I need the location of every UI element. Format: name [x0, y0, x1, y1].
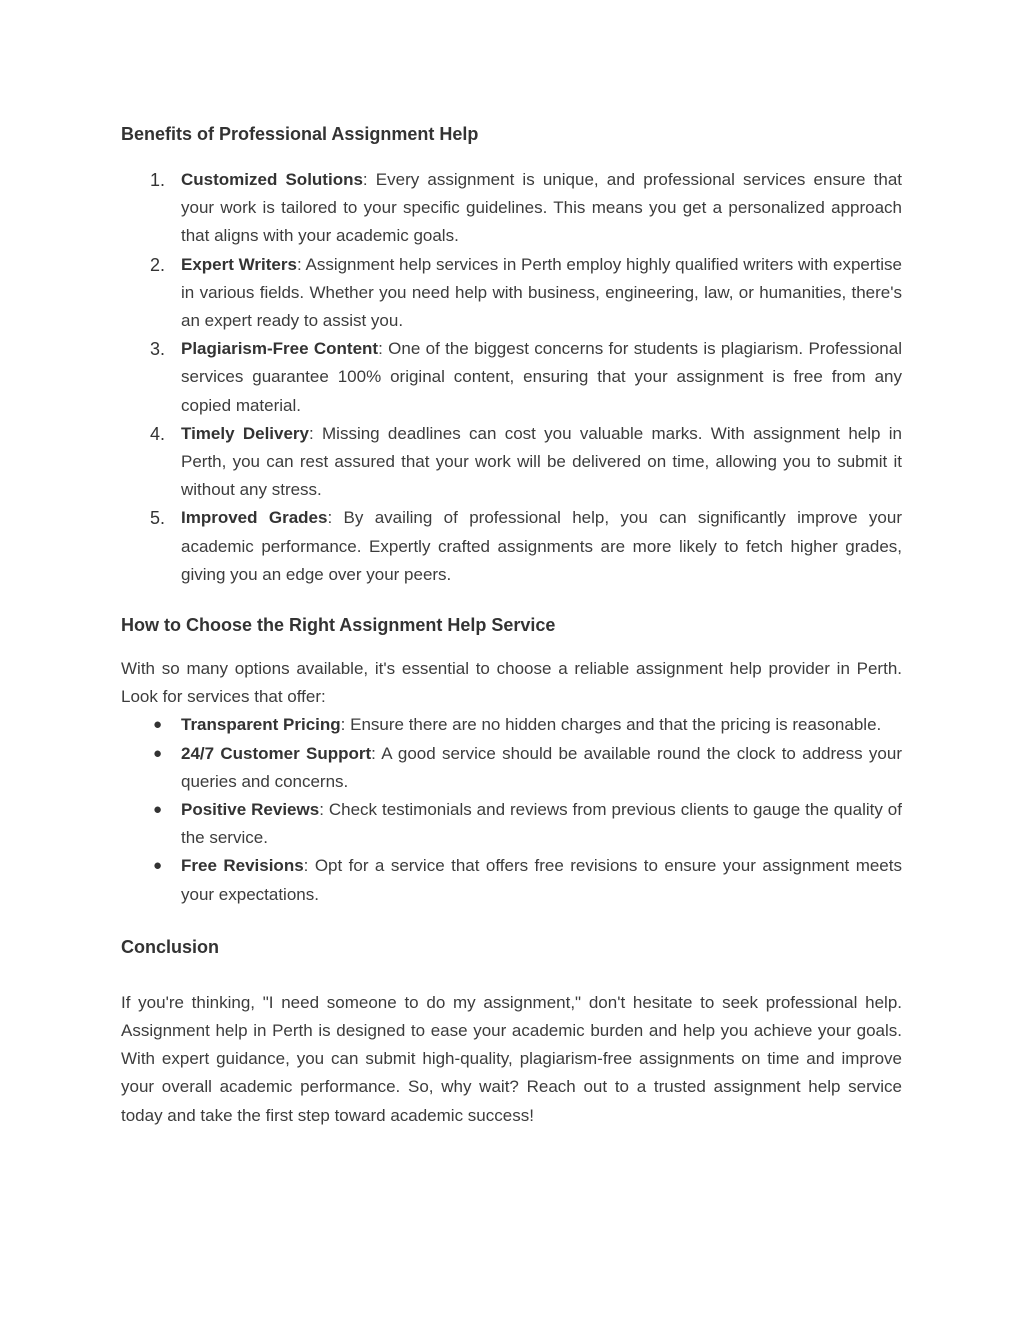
benefit-term: Customized Solutions	[181, 170, 363, 189]
list-item	[121, 711, 902, 739]
list-item	[121, 335, 902, 420]
list-item	[121, 852, 902, 908]
benefits-list	[121, 166, 902, 589]
list-item	[121, 420, 902, 505]
criteria-text: : Ensure there are no hidden charges and that the pricing is reasonable.	[340, 715, 882, 735]
benefit-text: : Missing deadlines can cost you valuable marks. With assignment help in Perth, you can rest assured that your work will be delivered on time, allowing you to submit it without any stress.	[181, 423, 902, 500]
list-item	[121, 251, 902, 336]
list-number: 2.	[150, 254, 166, 275]
benefit-term: Plagiarism-Free Content	[181, 339, 379, 359]
benefit-term: Expert Writers	[181, 254, 297, 274]
conclusion-heading: Conclusion	[121, 936, 219, 957]
criteria-term: Transparent Pricing	[181, 715, 341, 735]
list-number: 1.	[150, 170, 166, 190]
list-item	[121, 740, 902, 796]
criteria-term: Positive Reviews	[181, 800, 320, 820]
list-item	[121, 504, 902, 589]
list-number: 4.	[150, 423, 166, 444]
criteria-text: : A good service should be available round the clock to address your queries and concerns.	[181, 743, 902, 791]
bullet-icon: ●	[153, 801, 163, 819]
criteria-text: : Opt for a service that offers free revisions to ensure your assignment meets your expectations.	[181, 856, 902, 904]
benefit-text: : Every assignment is unique, and professional services ensure that your work is tailored to your specific guidelines. This means you get a personalized approach that aligns with your academic goals.	[181, 170, 903, 246]
criteria-term: Free Revisions	[181, 856, 304, 876]
list-number: 3.	[150, 339, 166, 360]
bullet-icon: ●	[153, 716, 163, 734]
bullet-icon: ●	[153, 857, 163, 875]
bullet-icon: ●	[153, 744, 163, 762]
list-item	[121, 166, 902, 251]
conclusion-text: If you're thinking, "I need someone to do my assignment," don't hesitate to seek professional help. Assignment help in Perth is designed to ease your academic burden and help you achieve your goals. With expert guidance, you can submit high-quality, plagiarism-free assignments on time and improve your overall academic performance. So, why wait? Reach out to a trusted assignment help service today and take the first step toward academic success!	[121, 992, 902, 1125]
benefit-text: : By availing of professional help, you can significantly improve your academic performance. Expertly crafted assignments are more likely to fetch higher grades, giving you an edge over your peers.	[181, 508, 903, 584]
list-item	[121, 796, 902, 852]
list-number: 5.	[150, 508, 166, 529]
choose-intro: With so many options available, it's essential to choose a reliable assignment help provider in Perth. Look for services that offer:	[121, 659, 902, 707]
benefit-term: Timely Delivery	[181, 423, 309, 443]
criteria-term: 24/7 Customer Support	[181, 743, 372, 763]
benefits-heading: Benefits of Professional Assignment Help	[121, 124, 479, 144]
choose-heading: How to Choose the Right Assignment Help Service	[121, 615, 556, 636]
benefit-term: Improved Grades	[181, 508, 328, 528]
document-page	[121, 120, 902, 1130]
choose-list	[121, 711, 902, 908]
benefit-text: : One of the biggest concerns for students is plagiarism. Professional services guarantee 100% original content, ensuring that your assignment is free from any copied material.	[181, 339, 902, 415]
criteria-text: : Check testimonials and reviews from previous clients to gauge the quality of the service.	[181, 800, 902, 848]
benefit-text: : Assignment help services in Perth employ highly qualified writers with expertise in various fields. Whether you need help with business, engineering, law, or humanities, there's an expert ready to assist you.	[181, 254, 902, 331]
